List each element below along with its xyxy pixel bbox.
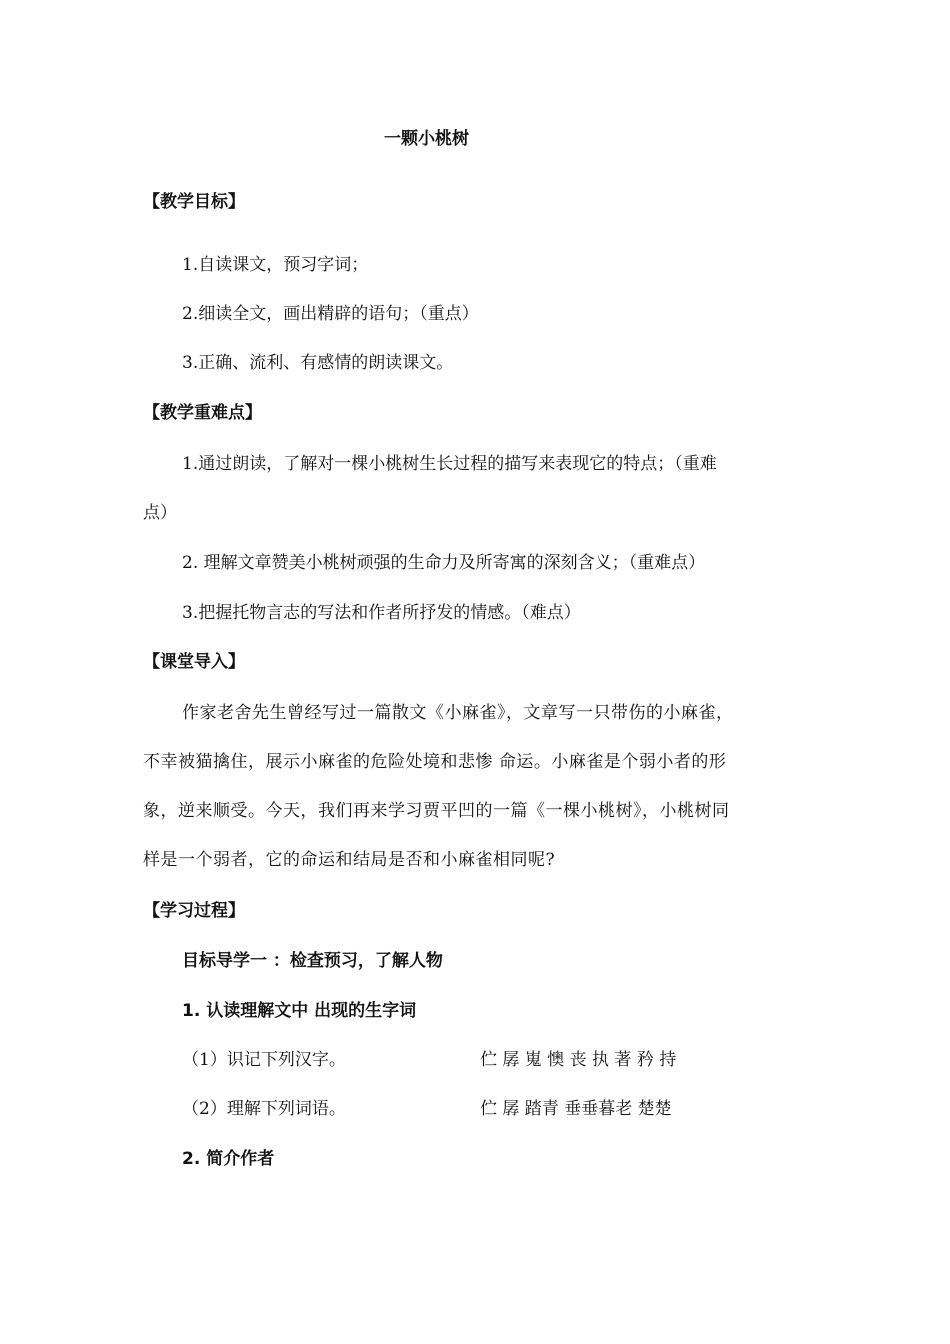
process-goal-1: 目标导学一 ：检查预习，了解人物 — [182, 951, 443, 971]
goal-item-3: 3.正确、流利、有感情的朗读课文。 — [182, 353, 454, 373]
vocab-row-1-value: 伫 孱 嵬 懊 丧 执 著 矜 持 — [480, 1050, 677, 1070]
key-point-item-1-line-2: 点） — [143, 503, 177, 523]
intro-paragraph-line-3: 象，逆来顺受。今天，我们再来学习贾平凹的一篇《一棵小桃树》，小桃树同 — [143, 801, 730, 821]
page-title: 一颗小桃树 — [384, 129, 469, 149]
vocab-row-2-value: 伫 孱 踏青 垂垂暮老 楚楚 — [480, 1099, 672, 1119]
intro-paragraph-line-1: 作家老舍先生曾经写过一篇散文《小麻雀》，文章写一只带伤的小麻雀， — [182, 703, 734, 723]
vocab-row-2-label: （2）理解下列词语。 — [182, 1099, 346, 1119]
section-heading-key-points: 【教学重难点】 — [143, 403, 262, 423]
process-subheading-1: 1. 认读理解文中 出现的生字词 — [182, 1001, 417, 1021]
section-heading-intro: 【课堂导入】 — [143, 652, 245, 672]
goal-item-2: 2.细读全文，画出精辟的语句；（重点） — [182, 304, 479, 324]
goal-item-1: 1.自读课文，预习字词； — [182, 255, 369, 275]
key-point-item-2: 2. 理解文章赞美小桃树顽强的生命力及所寄寓的深刻含义；（重难点） — [182, 553, 706, 573]
key-point-item-1-line-1: 1.通过朗读，了解对一棵小桃树生长过程的描写来表现它的特点；（重难 — [182, 454, 717, 474]
intro-paragraph-line-4: 样是一个弱者，它的命运和结局是否和小麻雀相同呢? — [143, 850, 556, 870]
section-heading-goals: 【教学目标】 — [143, 192, 245, 212]
key-point-item-3: 3.把握托物言志的写法和作者所抒发的情感。（难点） — [182, 603, 581, 623]
vocab-row-1-label: （1）识记下列汉字。 — [182, 1050, 346, 1070]
process-subheading-2: 2. 简介作者 — [182, 1149, 275, 1169]
section-heading-process: 【学习过程】 — [143, 901, 245, 921]
intro-paragraph-line-2: 不幸被猫擒住，展示小麻雀的危险处境和悲惨 命运。小麻雀是个弱小者的形 — [143, 752, 727, 772]
